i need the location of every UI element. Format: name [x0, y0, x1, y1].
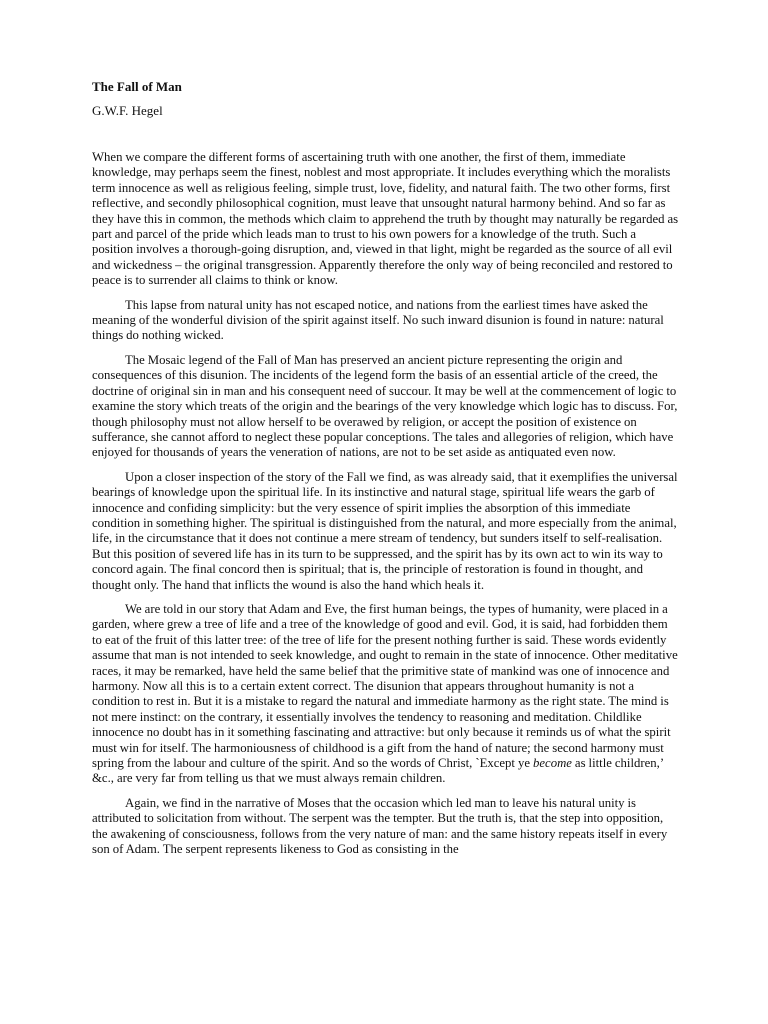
- paragraph-5-text-before: We are told in our story that Adam and Eve, the first human beings, the types of humanity, were placed in a garden, where grew a tree of life and a tree of the knowledge of good and evil. God, it is said, had forbidden them to eat of the fruit of this latter tree: of the tree of life for the present nothing further is said. These words evidently assume that man is not intended to seek knowledge, and ought to remain in the state of innocence. Other meditative races, it may be remarked, have held the same belief that the primitive state of mankind was one of innocence and harmony. Now all this is to a certain extent correct. The disunion that appears throughout humanity is not a condition to rest in. But it is a mistake to regard the natural and immediate harmony as the right state. The mind is not mere instinct: on the contrary, it essentially involves the tendency to reasoning and meditation. Childlike innocence no doubt has in it something fascinating and attractive: but only because it reminds us of what the spirit must win for itself. The harmoniousness of childhood is a gift from the hand of nature; the second harmony must spring from the labour and culture of the spirit. And so the words of Christ, `Except ye: [92, 601, 678, 771]
- paragraph-5: [92, 602, 680, 787]
- paragraph-5-text-after: as little children,’ &c., are very far from telling us that we must always remain children.: [92, 756, 664, 786]
- paragraph-1: When we compare the different forms of ascertaining truth with one another, the first of them, immediate knowledge, may perhaps seem the finest, noblest and most appropriate. It includes everything which the moralists term innocence as well as religious feeling, simple trust, love, fidelity, and natural faith. The two other forms, first reflective, and secondly philosophical cognition, must leave that unsought natural harmony behind. And so far as they have this in common, the methods which claim to apprehend the truth by thought may naturally be regarded as part and parcel of the pride which leads man to trust to his own powers for a knowledge of the truth. Such a position involves a thorough-going disruption, and, viewed in that light, might be regarded as the source of all evil and wickedness – the original transgression. Apparently therefore the only way of being reconciled and restored to peace is to surrender all claims to think or know.: [92, 150, 679, 288]
- document-body: [92, 150, 680, 866]
- paragraph-5-emphasis: become: [533, 756, 572, 771]
- document-author: G.W.F. Hegel: [92, 103, 163, 118]
- paragraph-2: This lapse from natural unity has not escaped notice, and nations from the earliest times have asked the meaning of the wonderful division of the spirit against itself. No such inward disunion is found in nature: natural things do nothing wicked.: [92, 297, 664, 343]
- paragraph-6: Again, we find in the narrative of Moses that the occasion which led man to leave his natural unity is attributed to solicitation from without. The serpent was the tempter. But the truth is, that the step into opposition, the awakening of consciousness, follows from the very nature of man: and the same history repeats itself in every son of Adam. The serpent represents likeness to God as consisting in the: [92, 795, 668, 857]
- paragraph-3: The Mosaic legend of the Fall of Man has preserved an ancient picture representing the origin and consequences of this disunion. The incidents of the legend form the basis of an essential article of the creed, the doctrine of original sin in man and his consequent need of succour. It may be well at the commencement of logic to examine the story which treats of the origin and the bearings of the very knowledge which logic has to discuss. For, though philosophy must not allow herself to be overawed by religion, or accept the position of existence on sufferance, she cannot afford to neglect these popular conceptions. The tales and allegories of religion, which have enjoyed for thousands of years the veneration of nations, are not to be set aside as antiquated even now.: [92, 352, 678, 460]
- document-title: The Fall of Man: [92, 79, 182, 94]
- paragraph-4: Upon a closer inspection of the story of the Fall we find, as was already said, that it exemplifies the universal bearings of knowledge upon the spiritual life. In its instinctive and natural stage, spiritual life wears the garb of innocence and confiding simplicity: but the very essence of spirit implies the absorption of this immediate condition in something higher. The spiritual is distinguished from the natural, and more especially from the animal, life, in the circumstance that it does not continue a mere stream of tendency, but sunders itself to self-realisation. But this position of severed life has in its turn to be suppressed, and the spirit has by its own act to win its way to concord again. The final concord then is spiritual; that is, the principle of restoration is found in thought, and thought only. The hand that inflicts the wound is also the hand which heals it.: [92, 469, 678, 592]
